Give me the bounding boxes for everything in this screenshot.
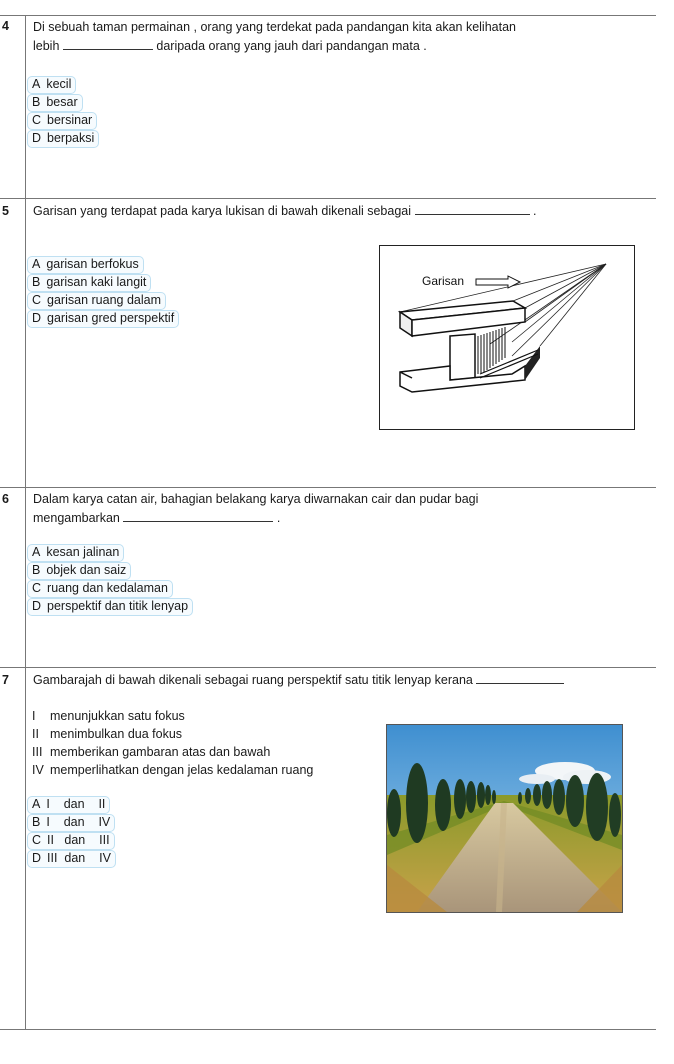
question-4-line1: Di sebuah taman permainan , orang yang terdekat pada pandangan kita akan kelihatan — [33, 20, 516, 34]
rule-bottom — [0, 1029, 656, 1030]
q5-option-d[interactable]: D garisan gred perspektif — [27, 310, 179, 328]
question-5-text: Garisan yang terdapat pada karya lukisan di bawah dikenali sebagai . — [33, 204, 537, 218]
question-4-number: 4 — [2, 19, 9, 33]
road-perspective-photo — [386, 724, 623, 913]
road-perspective-image — [387, 725, 622, 912]
q4-option-a[interactable]: A kecil — [27, 76, 76, 94]
column-divider — [25, 15, 26, 1030]
perspective-drawing — [380, 246, 634, 429]
q7-statement-3: III memberikan gambaran atas dan bawah — [32, 745, 271, 759]
q6-option-b[interactable]: B objek dan saiz — [27, 562, 131, 580]
answer-blank — [415, 214, 530, 215]
question-6-text — [33, 490, 478, 528]
q7-statement-2: II menimbulkan dua fokus — [32, 727, 183, 741]
question-6-line1: Dalam karya catan air, bahagian belakang karya diwarnakan cair dan pudar bagi — [33, 492, 479, 506]
q7-option-c[interactable]: C II dan III — [27, 832, 115, 850]
q6-option-c[interactable]: C ruang dan kedalaman — [27, 580, 173, 598]
question-6-line2: mengambarkan . — [33, 511, 281, 525]
answer-blank — [123, 521, 273, 522]
question-4-text — [33, 18, 516, 56]
rule-q6 — [0, 487, 656, 488]
q7-statement-1: I menunjukkan satu fokus — [32, 709, 185, 723]
figure-label-garisan: Garisan — [422, 274, 465, 288]
q5-option-a[interactable]: A garisan berfokus — [27, 256, 144, 274]
q7-statement-4: IV memperlihatkan dengan jelas kedalaman ruang — [32, 763, 314, 777]
question-6-number: 6 — [2, 492, 9, 506]
rule-q7 — [0, 667, 656, 668]
question-5-number: 5 — [2, 204, 9, 218]
q7-option-d[interactable]: D III dan IV — [27, 850, 116, 868]
q6-option-d[interactable]: D perspektif dan titik lenyap — [27, 598, 193, 616]
question-7-text: Gambarajah di bawah dikenali sebagai ruang perspektif satu titik lenyap kerana — [33, 671, 564, 690]
question-4-line2: lebih daripada orang yang jauh dari pandangan mata . — [33, 39, 427, 53]
perspective-drawing-figure — [379, 245, 635, 430]
q6-option-a[interactable]: A kesan jalinan — [27, 544, 124, 562]
q5-option-c[interactable]: C garisan ruang dalam — [27, 292, 166, 310]
q4-option-d[interactable]: D berpaksi — [27, 130, 99, 148]
rule-top — [0, 15, 656, 16]
q7-option-b[interactable]: B I dan IV — [27, 814, 115, 832]
q7-option-a[interactable]: A I dan II — [27, 796, 110, 814]
answer-blank — [476, 683, 564, 684]
q4-option-c[interactable]: C bersinar — [27, 112, 97, 130]
answer-blank — [63, 49, 153, 50]
q4-option-b[interactable]: B besar — [27, 94, 83, 112]
question-7-number: 7 — [2, 673, 9, 687]
q5-option-b[interactable]: B garisan kaki langit — [27, 274, 151, 292]
rule-q5 — [0, 198, 656, 199]
